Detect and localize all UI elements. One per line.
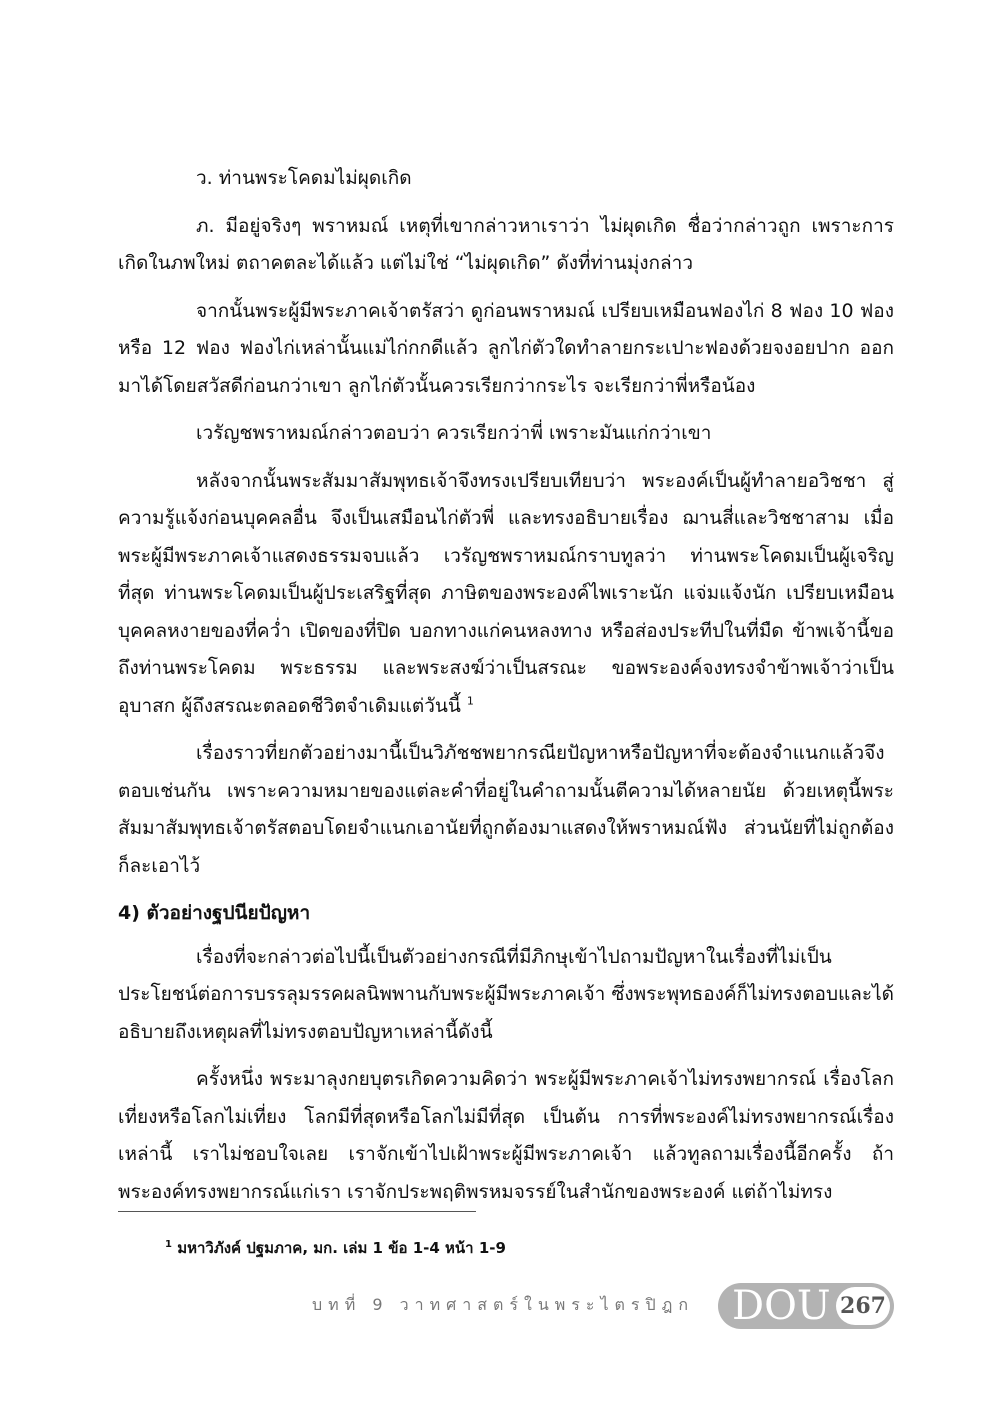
paragraph-5 bbox=[118, 463, 894, 726]
footnote-text: มหาวิภังค์ ปฐมภาค, มก. เล่ม 1 ข้อ 1-4 หน้า 1-9 bbox=[177, 1239, 506, 1257]
dou-logo: DOU bbox=[732, 1283, 831, 1329]
page-number: 267 bbox=[836, 1287, 890, 1325]
page-badge bbox=[718, 1283, 894, 1329]
paragraph-4: เวรัญชพราหมณ์กล่าวตอบว่า ควรเรียกว่าพี่ เพราะมันแก่กว่าเขา bbox=[196, 422, 712, 444]
paragraph-3: จากนั้นพระผู้มีพระภาคเจ้าตรัสว่า ดูก่อนพราหมณ์ เปรียบเหมือนฟองไก่ 8 ฟอง 10 ฟอง หรือ 12 ฟอง ฟองไก่เหล่านั้นแม่ไก่กกดีแล้ว ลูกไก่ตัวใดทำลายกระเปาะฟองด้วยจงอยปาก ออกมาได้โดยสวัสดีก่อนกว่าเขา ลูกไก่ตัวนั้นควรเรียกว่ากระไร จะเรียกว่าพี่หรือน้อง bbox=[118, 299, 894, 397]
chapter-running-head: บทที่ 9 วาทศาสตร์ในพระไตรปิฎก bbox=[312, 1295, 695, 1314]
paragraph-2: ภ. มีอยู่จริงๆ พราหมณ์ เหตุที่เขากล่าวหาเราว่า ไม่ผุดเกิด ชื่อว่ากล่าวถูก เพราะการเกิดในภพใหม่ ตถาคตละได้แล้ว แต่ไม่ใช่ “ไม่ผุดเกิด” ดังที่ท่านมุ่งกล่าว bbox=[118, 214, 894, 274]
paragraph-5-text: หลังจากนั้นพระสัมมาสัมพุทธเจ้าจึงทรงเปรียบเทียบว่า พระองค์เป็นผู้ทำลายอวิชชา สู่ความรู้แจ้งก่อนบุคคลอื่น จึงเป็นเสมือนไก่ตัวพี่ และทรงอธิบายเรื่อง ฌานสี่และวิชชาสาม เมื่อพระผู้มีพระภาคเจ้าแสดงธรรมจบแล้ว เวรัญชพราหมณ์กราบทูลว่า ท่านพระโคดมเป็นผู้เจริญที่สุด ท่านพระโคดมเป็นผู้ประเสริฐที่สุด ภาษิตของพระองค์ไพเราะนัก แจ่มแจ้งนัก เปรียบเหมือนบุคคลหงายของที่คว่ำ เปิดของที่ปิด บอกทางแก่คนหลงทาง หรือส่องประทีปในที่มืด ข้าพเจ้านี้ขอถึงท่านพระโคดม พระธรรม และพระสงฆ์ว่าเป็นสรณะ ขอพระองค์จงทรงจำข้าพเจ้าว่าเป็นอุบาสก ผู้ถึงสรณะตลอดชีวิตจำเดิมแต่วันนี้ bbox=[118, 469, 894, 717]
footnote-reference[interactable]: 1 bbox=[466, 694, 474, 708]
page-body bbox=[118, 160, 894, 1221]
footnote-number: 1 bbox=[165, 1239, 172, 1250]
section-heading: 4) ตัวอย่างฐปนียปัญหา bbox=[118, 902, 311, 924]
paragraph-7: เรื่องที่จะกล่าวต่อไปนี้เป็นตัวอย่างกรณีที่มีภิกษุเข้าไปถามปัญหาในเรื่องที่ไม่เป็นประโยชน์ต่อการบรรลุมรรคผลนิพพานกับพระผู้มีพระภาคเจ้า ซึ่งพระพุทธองค์ก็ไม่ทรงตอบและได้อธิบายถึงเหตุผลที่ไม่ทรงตอบปัญหาเหล่านี้ดังนี้ bbox=[118, 945, 894, 1043]
footnote-divider bbox=[118, 1211, 476, 1212]
paragraph-8: ครั้งหนึ่ง พระมาลุงกยบุตรเกิดความคิดว่า พระผู้มีพระภาคเจ้าไม่ทรงพยากรณ์ เรื่องโลกเที่ยงหรือโลกไม่เที่ยง โลกมีที่สุดหรือโลกไม่มีที่สุด เป็นต้น การที่พระองค์ไม่ทรงพยากรณ์เรื่องเหล่านี้ เราไม่ชอบใจเลย เราจักเข้าไปเฝ้าพระผู้มีพระภาคเจ้า แล้วทูลถามเรื่องนี้อีกครั้ง ถ้าพระองค์ทรงพยากรณ์แก่เรา เราจักประพฤติพรหมจรรย์ในสำนักของพระองค์ แต่ถ้าไม่ทรง bbox=[118, 1068, 894, 1203]
paragraph-1: ว. ท่านพระโคดมไม่ผุดเกิด bbox=[196, 167, 412, 189]
footnote bbox=[165, 1236, 506, 1260]
paragraph-6: เรื่องราวที่ยกตัวอย่างมานี้เป็นวิภัชชพยากรณียปัญหาหรือปัญหาที่จะต้องจำแนกแล้วจึงตอบเช่นกัน เพราะความหมายของแต่ละคำที่อยู่ในคำถามนั้นตีความได้หลายนัย ด้วยเหตุนี้พระสัมมาสัมพุทธเจ้าตรัสตอบโดยจำแนกเอานัยที่ถูกต้องมาแสดงให้พราหมณ์ฟัง ส่วนนัยที่ไม่ถูกต้องก็ละเอาไว้ bbox=[118, 742, 894, 877]
